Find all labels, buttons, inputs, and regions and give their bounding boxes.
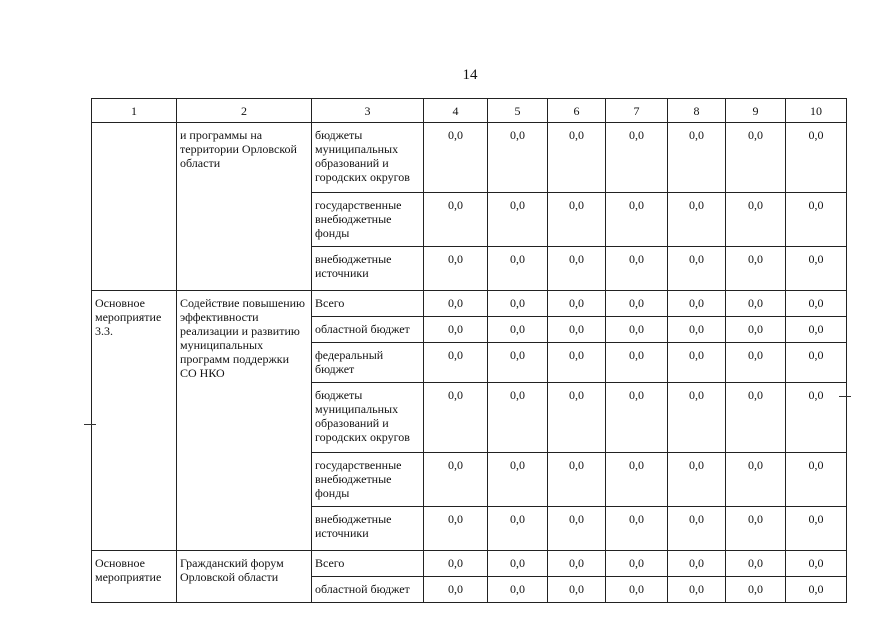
value-cell: 0,0 [726, 507, 786, 551]
value-cell: 0,0 [548, 507, 606, 551]
activity-number-cell: Основное мероприятие 3.3. [92, 291, 177, 551]
value-cell: 0,0 [668, 383, 726, 453]
value-cell: 0,0 [548, 247, 606, 291]
value-cell: 0,0 [548, 291, 606, 317]
value-cell: 0,0 [668, 577, 726, 603]
table-row [92, 291, 847, 317]
value-cell: 0,0 [668, 343, 726, 383]
value-cell: 0,0 [726, 343, 786, 383]
value-cell: 0,0 [668, 317, 726, 343]
column-header-1: 1 [92, 99, 177, 123]
value-cell: 0,0 [548, 343, 606, 383]
value-cell: 0,0 [786, 453, 847, 507]
funding-source-cell: внебюджетные источники [312, 247, 424, 291]
funding-source-cell: федеральный бюджет [312, 343, 424, 383]
value-cell: 0,0 [424, 317, 488, 343]
value-cell: 0,0 [786, 193, 847, 247]
column-header-9: 9 [726, 99, 786, 123]
value-cell: 0,0 [488, 551, 548, 577]
column-header-7: 7 [606, 99, 668, 123]
value-cell: 0,0 [488, 453, 548, 507]
activity-name-cell: Гражданский форум Орловской области [177, 551, 312, 603]
value-cell: 0,0 [606, 247, 668, 291]
funding-source-cell: областной бюджет [312, 577, 424, 603]
value-cell: 0,0 [668, 551, 726, 577]
value-cell: 0,0 [668, 453, 726, 507]
table-row [92, 123, 847, 193]
value-cell: 0,0 [668, 193, 726, 247]
table-row [92, 551, 847, 577]
value-cell: 0,0 [488, 577, 548, 603]
value-cell: 0,0 [726, 193, 786, 247]
value-cell: 0,0 [548, 123, 606, 193]
value-cell: 0,0 [424, 247, 488, 291]
value-cell: 0,0 [786, 343, 847, 383]
value-cell: 0,0 [786, 317, 847, 343]
value-cell: 0,0 [786, 383, 847, 453]
column-header-10: 10 [786, 99, 847, 123]
value-cell: 0,0 [548, 453, 606, 507]
column-header-8: 8 [668, 99, 726, 123]
value-cell: 0,0 [606, 343, 668, 383]
value-cell: 0,0 [488, 507, 548, 551]
funding-source-cell: бюджеты муниципальных образований и городских округов [312, 123, 424, 193]
value-cell: 0,0 [548, 577, 606, 603]
value-cell: 0,0 [424, 383, 488, 453]
value-cell: 0,0 [424, 343, 488, 383]
value-cell: 0,0 [726, 453, 786, 507]
activity-name-cell: и программы на территории Орловской области [177, 123, 312, 291]
column-header-2: 2 [177, 99, 312, 123]
value-cell: 0,0 [488, 291, 548, 317]
value-cell: 0,0 [548, 551, 606, 577]
activity-name-cell: Содействие повышению эффективности реализации и развитию муниципальных программ поддержки СО НКО [177, 291, 312, 551]
activity-number-cell: Основное мероприятие [92, 551, 177, 603]
funding-source-cell: Всего [312, 551, 424, 577]
value-cell: 0,0 [786, 551, 847, 577]
value-cell: 0,0 [606, 383, 668, 453]
funding-source-cell: внебюджетные источники [312, 507, 424, 551]
value-cell: 0,0 [606, 551, 668, 577]
value-cell: 0,0 [424, 551, 488, 577]
value-cell: 0,0 [726, 291, 786, 317]
column-header-3: 3 [312, 99, 424, 123]
value-cell: 0,0 [488, 193, 548, 247]
value-cell: 0,0 [424, 123, 488, 193]
value-cell: 0,0 [726, 551, 786, 577]
value-cell: 0,0 [726, 123, 786, 193]
funding-source-cell: областной бюджет [312, 317, 424, 343]
value-cell: 0,0 [424, 291, 488, 317]
value-cell: 0,0 [606, 123, 668, 193]
value-cell: 0,0 [606, 577, 668, 603]
scan-mark-right [839, 396, 851, 397]
value-cell: 0,0 [786, 507, 847, 551]
header-row [92, 99, 847, 123]
value-cell: 0,0 [606, 507, 668, 551]
value-cell: 0,0 [488, 317, 548, 343]
value-cell: 0,0 [786, 247, 847, 291]
value-cell: 0,0 [726, 383, 786, 453]
value-cell: 0,0 [548, 317, 606, 343]
value-cell: 0,0 [424, 193, 488, 247]
value-cell: 0,0 [488, 123, 548, 193]
value-cell: 0,0 [488, 247, 548, 291]
value-cell: 0,0 [786, 123, 847, 193]
page-number: 14 [462, 67, 478, 83]
funding-source-cell: государственные внебюджетные фонды [312, 453, 424, 507]
column-header-4: 4 [424, 99, 488, 123]
budget-table [91, 98, 847, 603]
value-cell: 0,0 [488, 343, 548, 383]
value-cell: 0,0 [548, 193, 606, 247]
funding-source-cell: бюджеты муниципальных образований и городских округов [312, 383, 424, 453]
funding-source-cell: Всего [312, 291, 424, 317]
activity-number-cell [92, 123, 177, 291]
value-cell: 0,0 [606, 317, 668, 343]
value-cell: 0,0 [424, 577, 488, 603]
value-cell: 0,0 [488, 383, 548, 453]
scan-mark-left [84, 424, 96, 425]
value-cell: 0,0 [668, 247, 726, 291]
column-header-6: 6 [548, 99, 606, 123]
value-cell: 0,0 [726, 577, 786, 603]
value-cell: 0,0 [668, 507, 726, 551]
value-cell: 0,0 [786, 291, 847, 317]
value-cell: 0,0 [786, 577, 847, 603]
value-cell: 0,0 [668, 123, 726, 193]
value-cell: 0,0 [726, 247, 786, 291]
value-cell: 0,0 [424, 453, 488, 507]
funding-source-cell: государственные внебюджетные фонды [312, 193, 424, 247]
value-cell: 0,0 [606, 453, 668, 507]
value-cell: 0,0 [726, 317, 786, 343]
value-cell: 0,0 [606, 291, 668, 317]
value-cell: 0,0 [548, 383, 606, 453]
value-cell: 0,0 [668, 291, 726, 317]
value-cell: 0,0 [606, 193, 668, 247]
column-header-5: 5 [488, 99, 548, 123]
value-cell: 0,0 [424, 507, 488, 551]
